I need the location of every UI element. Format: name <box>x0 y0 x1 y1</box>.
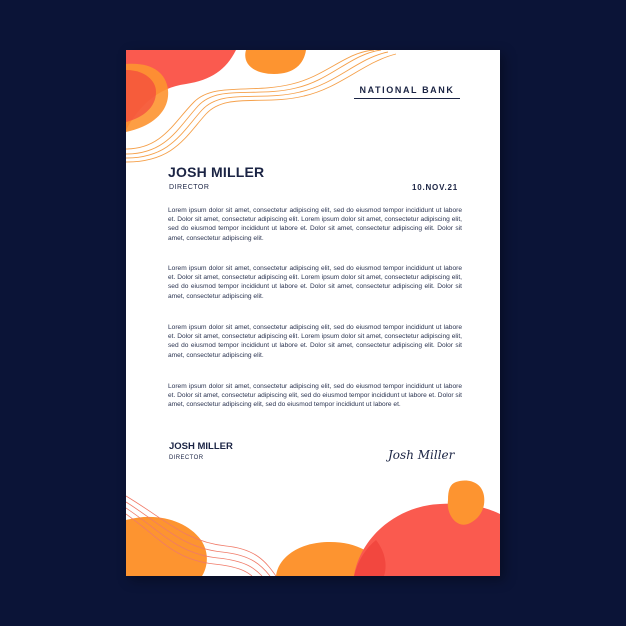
letterhead-page <box>126 50 500 576</box>
signature: Josh Miller <box>388 448 455 462</box>
body-paragraph: Lorem ipsum dolor sit amet, consectetur adipiscing elit, sed do eiusmod tempor incididunt ut labore et. Dolor sit amet, consectetur adipiscing elit. Lorem ipsum dolor sit amet, consectetur adipiscing elit, sed do eiusmod tempor incididunt ut labore et. Dolor sit amet, consectetur adipiscing elit. Dolor sit amet, consectetur adipiscing elit. <box>168 207 462 242</box>
bank-name: NATIONAL BANK <box>354 85 460 99</box>
sender-role: DIRECTOR <box>169 184 210 191</box>
bottom-left-orange-blob <box>126 517 207 576</box>
closing-role: DIRECTOR <box>169 455 204 461</box>
body-paragraph: Lorem ipsum dolor sit amet, consectetur adipiscing elit, sed do eiusmod tempor incididunt ut labore et. Dolor sit amet, consectetur adipiscing elit. Lorem ipsum dolor sit amet, consectetur adipiscing elit, sed do eiusmod tempor incididunt ut labore et. Dolor sit amet, consectetur adipiscing elit. Dolor sit amet, consectetur adipiscing elit. <box>168 265 462 300</box>
sender-name: JOSH MILLER <box>168 164 265 180</box>
closing-name: JOSH MILLER <box>169 441 233 452</box>
decorative-shapes <box>126 50 500 576</box>
body-paragraph: Lorem ipsum dolor sit amet, consectetur adipiscing elit, sed do eiusmod tempor incididunt ut labore et. Dolor sit amet, consectetur adipiscing elit. Lorem ipsum dolor sit amet, consectetur adipiscing elit, sed do eiusmod tempor incididunt ut labore et. Dolor sit amet, consectetur adipiscing elit. Dolor sit amet, consectetur adipiscing elit. <box>168 324 462 359</box>
body-paragraph: Lorem ipsum dolor sit amet, consectetur adipiscing elit, sed do eiusmod tempor incididunt ut labore et. Dolor sit amet, consectetur adipiscing elit, sed do eiusmod tempor incididunt ut labore et. Dolor sit amet, consectetur adipiscing elit, sed do eiusmod tempor incididunt ut labore et. <box>168 383 462 409</box>
top-small-orange-blob <box>245 50 306 74</box>
letter-date: 10.NOV.21 <box>411 183 458 192</box>
